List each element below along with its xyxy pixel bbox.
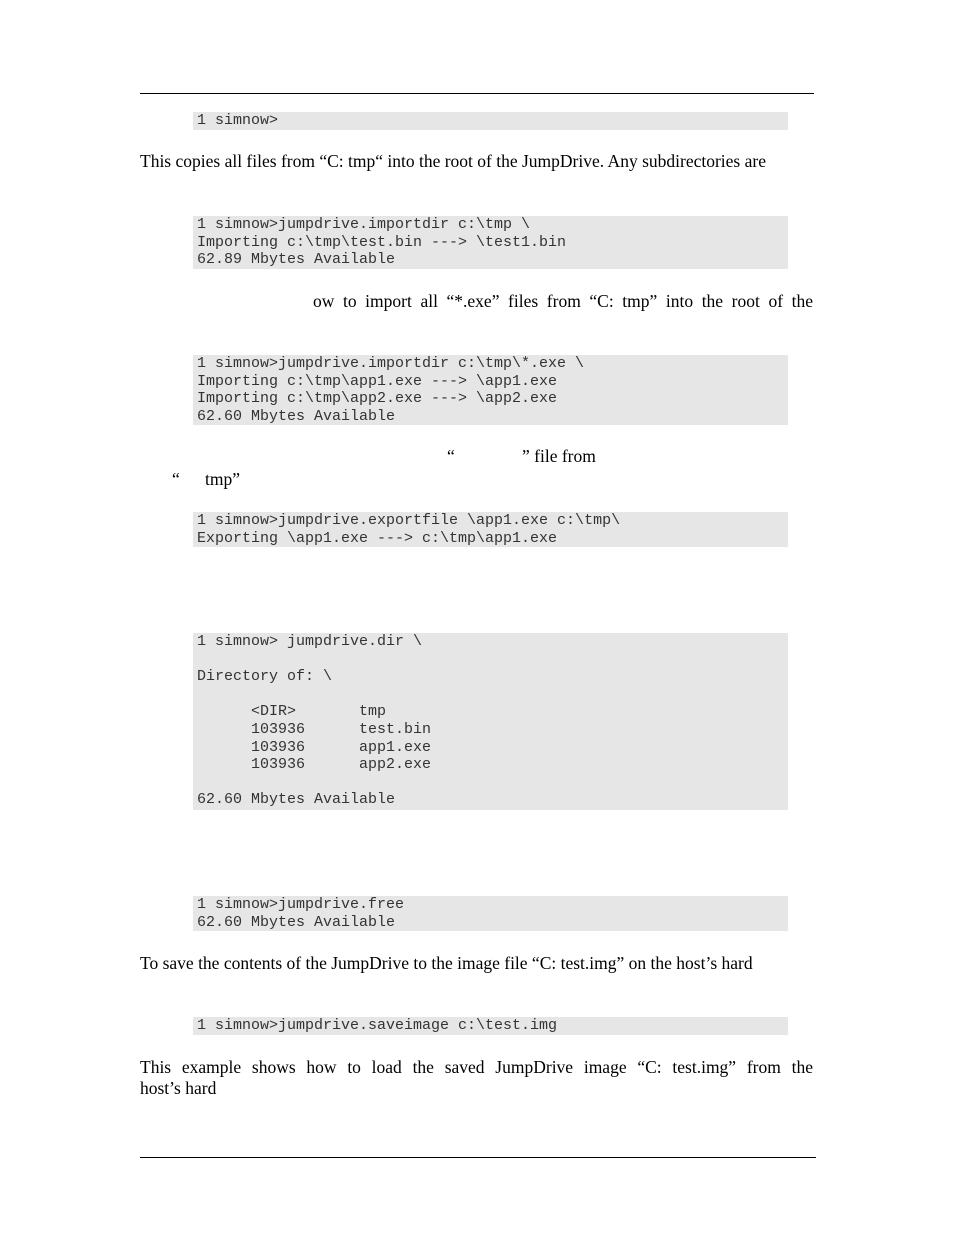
paragraph-load-image-line1: This example shows how to load the saved JumpDrive image “C: test.img” from the xyxy=(140,1057,813,1077)
code-block-exportfile: 1 simnow>jumpdrive.exportfile \app1.exe c:\tmp\ Exporting \app1.exe ---> c:\tmp\app1.exe xyxy=(193,512,788,547)
code-block-prompt: 1 simnow> xyxy=(193,112,788,130)
paragraph-export-file-from: ” file from xyxy=(522,446,596,466)
paragraph-save-image: To save the contents of the JumpDrive to the image file “C: test.img” on the host’s hard xyxy=(140,953,753,973)
footer-rule xyxy=(140,1157,816,1158)
paragraph-copies-all-files: This copies all files from “C: tmp“ into the root of the JumpDrive. Any subdirectories are xyxy=(140,151,766,171)
paragraph-load-image-line2: host’s hard xyxy=(140,1078,217,1098)
paragraph-export-tmp: tmp” xyxy=(205,469,240,489)
code-block-importdir-exe: 1 simnow>jumpdrive.importdir c:\tmp\*.exe \ Importing c:\tmp\app1.exe ---> \app1.exe Importing c:\tmp\app2.exe ---> \app2.exe 62.60 Mbytes Available xyxy=(193,355,788,425)
paragraph-import-exe: ow to import all “*.exe” files from “C: tmp” into the root of the xyxy=(313,291,813,311)
code-block-dir: 1 simnow> jumpdrive.dir \ Directory of: \ <DIR> tmp 103936 test.bin 103936 app1.exe 103936 app2.exe 62.60 Mbytes Available xyxy=(193,633,788,810)
code-block-saveimage: 1 simnow>jumpdrive.saveimage c:\test.img xyxy=(193,1017,788,1035)
code-block-free: 1 simnow>jumpdrive.free 62.60 Mbytes Available xyxy=(193,896,788,931)
code-block-importdir: 1 simnow>jumpdrive.importdir c:\tmp \ Importing c:\tmp\test.bin ---> \test1.bin 62.89 Mbytes Available xyxy=(193,216,788,269)
header-rule xyxy=(140,93,814,94)
paragraph-export-quote-open: “ xyxy=(447,446,455,466)
paragraph-export-quote-open-2: “ xyxy=(172,469,180,489)
